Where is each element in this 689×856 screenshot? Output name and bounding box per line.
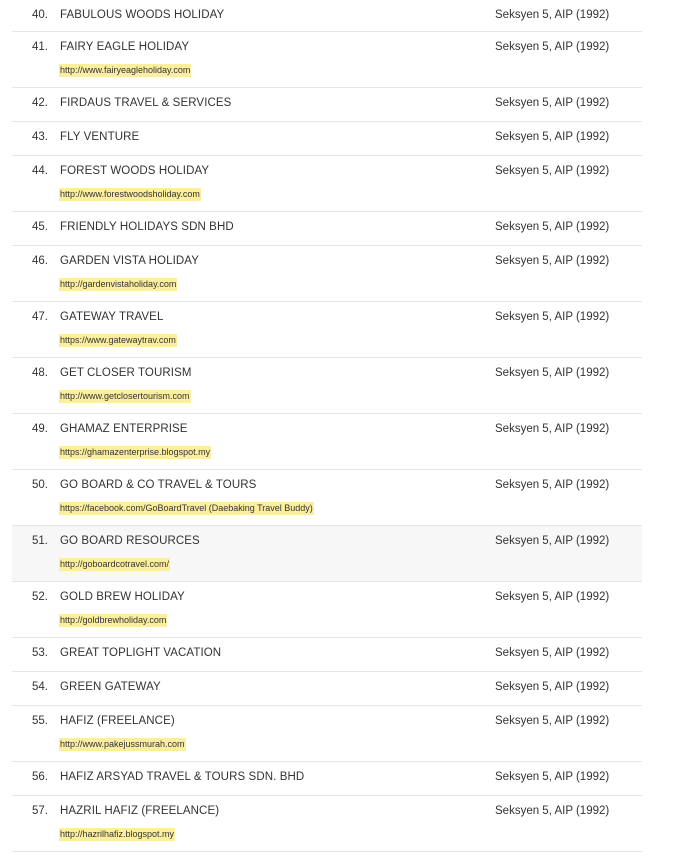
item-number: 52. [32, 591, 48, 603]
list-item [12, 246, 642, 302]
agency-name: FRIENDLY HOLIDAYS SDN BHD [60, 221, 234, 233]
item-number: 55. [32, 715, 48, 727]
agency-website-link[interactable]: http://www.forestwoodsholiday.com [60, 189, 200, 199]
agency-website-link[interactable]: http://gardenvistaholiday.com [60, 279, 177, 289]
agency-name: FIRDAUS TRAVEL & SERVICES [60, 97, 232, 109]
license-section: Seksyen 5, AIP (1992) [495, 255, 610, 267]
license-section: Seksyen 5, AIP (1992) [495, 367, 610, 379]
item-number: 45. [32, 221, 48, 233]
list-item [12, 302, 642, 358]
item-number: 53. [32, 647, 48, 659]
agency-website-link[interactable]: http://goldbrewholiday.com [60, 615, 167, 625]
item-number: 49. [32, 423, 48, 435]
agency-name: GREAT TOPLIGHT VACATION [60, 647, 222, 659]
list-item [12, 582, 642, 638]
item-number: 54. [32, 681, 48, 693]
agency-name: GET CLOSER TOURISM [60, 367, 192, 379]
agency-website-link[interactable]: http://www.getclosertourism.com [60, 391, 190, 401]
item-number: 56. [32, 771, 48, 783]
item-number: 42. [32, 97, 48, 109]
agency-name: FOREST WOODS HOLIDAY [60, 165, 210, 177]
agency-name: FAIRY EAGLE HOLIDAY [60, 41, 190, 53]
agency-website-link[interactable]: http://goboardcotravel.com/ [60, 559, 170, 569]
list-item [12, 32, 642, 88]
item-number: 51. [32, 535, 48, 547]
agency-website-link[interactable]: https://facebook.com/GoBoardTravel (Daebaking Travel Buddy) [60, 503, 313, 513]
agency-name: GOLD BREW HOLIDAY [60, 591, 185, 603]
list-item [12, 526, 642, 582]
list-item [12, 638, 642, 672]
agency-name: FABULOUS WOODS HOLIDAY [60, 9, 225, 21]
list-item [12, 0, 642, 32]
item-number: 43. [32, 131, 48, 143]
agency-name: GATEWAY TRAVEL [60, 311, 164, 323]
agency-name: GO BOARD RESOURCES [60, 535, 200, 547]
list-item [12, 796, 642, 852]
license-section: Seksyen 5, AIP (1992) [495, 647, 610, 659]
item-number: 41. [32, 41, 48, 53]
license-section: Seksyen 5, AIP (1992) [495, 805, 610, 817]
list-item [12, 672, 642, 706]
license-section: Seksyen 5, AIP (1992) [495, 131, 610, 143]
license-section: Seksyen 5, AIP (1992) [495, 221, 610, 233]
item-number: 57. [32, 805, 48, 817]
agency-name: HAFIZ (FREELANCE) [60, 715, 175, 727]
agency-website-link[interactable]: http://hazrilhafiz.blogspot.my [60, 829, 175, 839]
item-number: 50. [32, 479, 48, 491]
license-section: Seksyen 5, AIP (1992) [495, 311, 610, 323]
license-section: Seksyen 5, AIP (1992) [495, 715, 610, 727]
list-item [12, 88, 642, 122]
item-number: 48. [32, 367, 48, 379]
license-section: Seksyen 5, AIP (1992) [495, 479, 610, 491]
agency-name: HAZRIL HAFIZ (FREELANCE) [60, 805, 220, 817]
license-section: Seksyen 5, AIP (1992) [495, 9, 610, 21]
agency-name: GHAMAZ ENTERPRISE [60, 423, 188, 435]
agency-website-link[interactable]: http://www.fairyeagleholiday.com [60, 65, 191, 75]
item-number: 46. [32, 255, 48, 267]
item-number: 47. [32, 311, 48, 323]
agency-name: FLY VENTURE [60, 131, 140, 143]
license-section: Seksyen 5, AIP (1992) [495, 41, 610, 53]
license-section: Seksyen 5, AIP (1992) [495, 591, 610, 603]
agency-list [12, 0, 642, 852]
license-section: Seksyen 5, AIP (1992) [495, 423, 610, 435]
agency-name: GO BOARD & CO TRAVEL & TOURS [60, 479, 257, 491]
list-item [12, 762, 642, 796]
license-section: Seksyen 5, AIP (1992) [495, 535, 610, 547]
agency-website-link[interactable]: https://ghamazenterprise.blogspot.my [60, 447, 211, 457]
list-item [12, 122, 642, 156]
list-item [12, 470, 642, 526]
agency-name: GREEN GATEWAY [60, 681, 161, 693]
agency-name: HAFIZ ARSYAD TRAVEL & TOURS SDN. BHD [60, 771, 305, 783]
list-item [12, 212, 642, 246]
list-item [12, 706, 642, 762]
agency-website-link[interactable]: https://www.gatewaytrav.com [60, 335, 176, 345]
list-item [12, 414, 642, 470]
license-section: Seksyen 5, AIP (1992) [495, 681, 610, 693]
item-number: 44. [32, 165, 48, 177]
license-section: Seksyen 5, AIP (1992) [495, 165, 610, 177]
agency-name: GARDEN VISTA HOLIDAY [60, 255, 199, 267]
item-number: 40. [32, 9, 48, 21]
list-item [12, 358, 642, 414]
license-section: Seksyen 5, AIP (1992) [495, 97, 610, 109]
list-item [12, 156, 642, 212]
agency-website-link[interactable]: http://www.pakejussmurah.com [60, 739, 185, 749]
license-section: Seksyen 5, AIP (1992) [495, 771, 610, 783]
